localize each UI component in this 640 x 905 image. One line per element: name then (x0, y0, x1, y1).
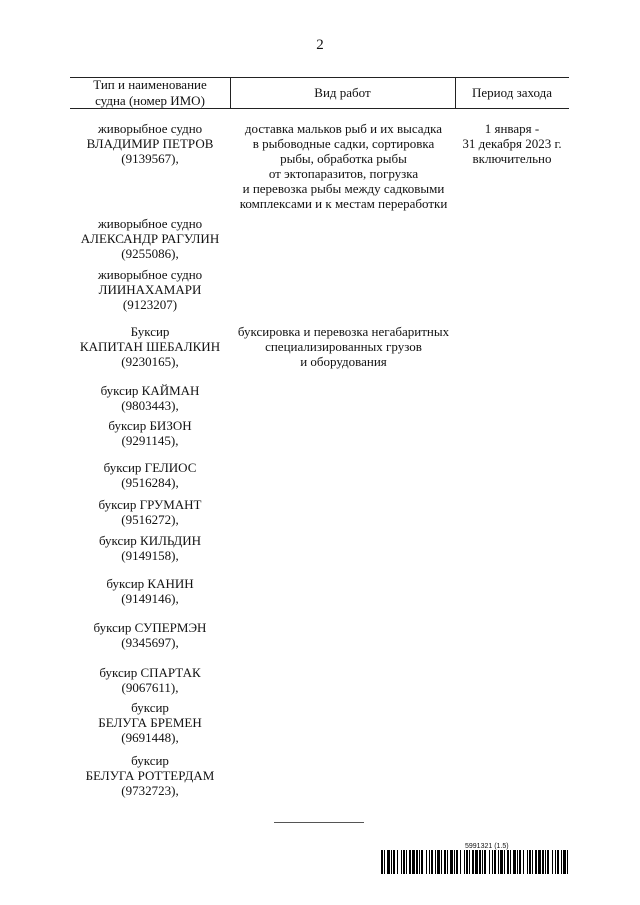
vessel-entry (70, 700, 230, 745)
barcode-bar (517, 850, 518, 874)
barcode-bar (527, 850, 528, 874)
work-line: и перевозка рыбы между садковыми (242, 181, 445, 196)
barcode-bar (412, 850, 415, 874)
vessel-name: буксир СПАРТАК (99, 665, 201, 680)
barcode-bar (513, 850, 516, 874)
barcode-bar (498, 850, 499, 874)
barcode-bar (500, 850, 503, 874)
vessel-imo: (9230165), (121, 354, 179, 369)
header-vessel-line: судна (номер ИМО) (95, 93, 205, 108)
barcode-bar (393, 850, 395, 874)
vessel-name: буксир СУПЕРМЭН (93, 620, 207, 635)
vessel-imo: (9067611), (121, 680, 179, 695)
vessel-imo: (9123207) (122, 297, 178, 312)
work-line: специализированных грузов (265, 339, 422, 354)
vessel-name: буксир КИЛЬДИН (98, 533, 202, 548)
vessel-type: буксир (131, 753, 169, 768)
barcode-bar (563, 850, 566, 874)
work-description (232, 121, 455, 211)
closing-rule (274, 822, 364, 823)
barcode-bar (529, 850, 531, 874)
header-work: Вид работ (314, 85, 371, 100)
vessel-entry (70, 497, 230, 527)
vessel-type: живорыбное судно (97, 121, 203, 136)
barcode-bar (479, 850, 481, 874)
barcode-bar (504, 850, 505, 874)
barcode-bar (466, 850, 468, 874)
vessel-name: ЛИИНАХАМАРИ (98, 282, 202, 297)
vessel-entry (70, 383, 230, 413)
vessel-name: буксир КАНИН (106, 576, 194, 591)
barcode-bar (510, 850, 511, 874)
vessel-imo: (9732723), (121, 783, 179, 798)
barcode-bar (475, 850, 478, 874)
barcode-bar (444, 850, 446, 874)
barcode-bar (489, 850, 490, 874)
vessel-entry (70, 576, 230, 606)
barcode-bar (409, 850, 411, 874)
barcode-bar (494, 850, 496, 874)
barcode-bar (507, 850, 509, 874)
header-period: Период захода (471, 85, 553, 100)
barcode-bar (464, 850, 465, 874)
vessel-name: буксир КАЙМАН (100, 383, 200, 398)
vessel-type: живорыбное судно (97, 267, 203, 282)
vessel-name: БЕЛУГА РОТТЕРДАМ (85, 768, 215, 783)
vessel-imo: (9691448), (121, 730, 179, 745)
vessel-entry (70, 324, 230, 369)
barcode-bar (519, 850, 521, 874)
vessel-entry (70, 216, 230, 261)
vessel-imo: (9291145), (121, 433, 179, 448)
work-line: и оборудования (300, 354, 387, 369)
barcode-bar (431, 850, 433, 874)
page-number: 2 (316, 37, 324, 53)
barcode (381, 850, 568, 874)
barcode-bar (384, 850, 385, 874)
work-description (232, 324, 455, 369)
vessel-imo: (9516272), (121, 512, 179, 527)
call-period (455, 121, 569, 166)
vessel-imo: (9149146), (121, 591, 179, 606)
barcode-bar (460, 850, 461, 874)
barcode-bar (447, 850, 448, 874)
barcode-bar (557, 850, 559, 874)
vessel-type: живорыбное судно (97, 216, 203, 231)
barcode-bar (472, 850, 474, 874)
vessel-entry (70, 460, 230, 490)
barcode-bar (387, 850, 390, 874)
barcode-bar (545, 850, 546, 874)
vessel-imo: (9149158), (121, 548, 179, 563)
vessel-name: ВЛАДИМИР ПЕТРОВ (86, 136, 214, 151)
vessel-entry (70, 533, 230, 563)
vessel-name: БЕЛУГА БРЕМЕН (98, 715, 202, 730)
vessel-entry (70, 121, 230, 166)
barcode-bar (421, 850, 423, 874)
period-line: включительно (472, 151, 552, 166)
barcode-bar (435, 850, 436, 874)
work-line: рыбы, обработка рыбы (280, 151, 407, 166)
barcode-bar (547, 850, 549, 874)
vessel-entry (70, 753, 230, 798)
barcode-bar (469, 850, 470, 874)
barcode-bar (567, 850, 568, 874)
barcode-bar (542, 850, 544, 874)
vessel-name: КАПИТАН ШЕБАЛКИН (79, 339, 221, 354)
vessel-imo: (9345697), (121, 635, 179, 650)
vessel-name: буксир БИЗОН (108, 418, 192, 433)
vessel-name: буксир ГРУМАНТ (98, 497, 202, 512)
barcode-bar (538, 850, 541, 874)
vessel-imo: (9516284), (121, 475, 179, 490)
vessel-name: буксир ГЕЛИОС (103, 460, 197, 475)
work-line: доставка мальков рыб и их высадка (244, 121, 443, 136)
header-vessel-line: Тип и наименование (93, 77, 207, 92)
vessel-entry (70, 665, 230, 695)
vessel-entry (70, 267, 230, 312)
vessel-entry (70, 418, 230, 448)
vessel-type: Буксир (130, 324, 170, 339)
period-line: 1 января - (484, 121, 540, 136)
barcode-bar (401, 850, 402, 874)
period-line: 31 декабря 2023 г. (462, 136, 562, 151)
vessel-imo: (9255086), (121, 246, 179, 261)
barcode-bar (406, 850, 407, 874)
barcode-number: 5991321 (1.5) (465, 843, 509, 850)
barcode-bar (397, 850, 398, 874)
barcode-bar (416, 850, 418, 874)
barcode-bar (391, 850, 392, 874)
barcode-bar (441, 850, 442, 874)
work-line: в рыбоводные садки, сортировка (252, 136, 435, 151)
work-line: от эктопаразитов, погрузка (268, 166, 419, 181)
barcode-bar (532, 850, 533, 874)
barcode-bar (454, 850, 455, 874)
barcode-bar (381, 850, 383, 874)
barcode-bar (450, 850, 453, 874)
vessel-type: буксир (131, 700, 169, 715)
barcode-bar (437, 850, 440, 874)
barcode-bar (426, 850, 427, 874)
barcode-bar (561, 850, 562, 874)
header-vessel (70, 77, 230, 109)
barcode-bar (535, 850, 537, 874)
barcode-bar (403, 850, 405, 874)
vessel-entry (70, 620, 230, 650)
barcode-bar (492, 850, 493, 874)
barcode-bar (552, 850, 553, 874)
barcode-bar (419, 850, 420, 874)
barcode-bar (456, 850, 458, 874)
vessel-imo: (9803443), (121, 398, 179, 413)
vessel-imo: (9139567), (121, 151, 179, 166)
work-line: буксировка и перевозка негабаритных (237, 324, 450, 339)
barcode-bar (482, 850, 483, 874)
barcode-bar (484, 850, 486, 874)
work-line: комплексами и к местам переработки (239, 196, 448, 211)
vessel-name: АЛЕКСАНДР РАГУЛИН (80, 231, 220, 246)
barcode-bar (523, 850, 524, 874)
barcode-bar (429, 850, 430, 874)
barcode-bar (555, 850, 556, 874)
